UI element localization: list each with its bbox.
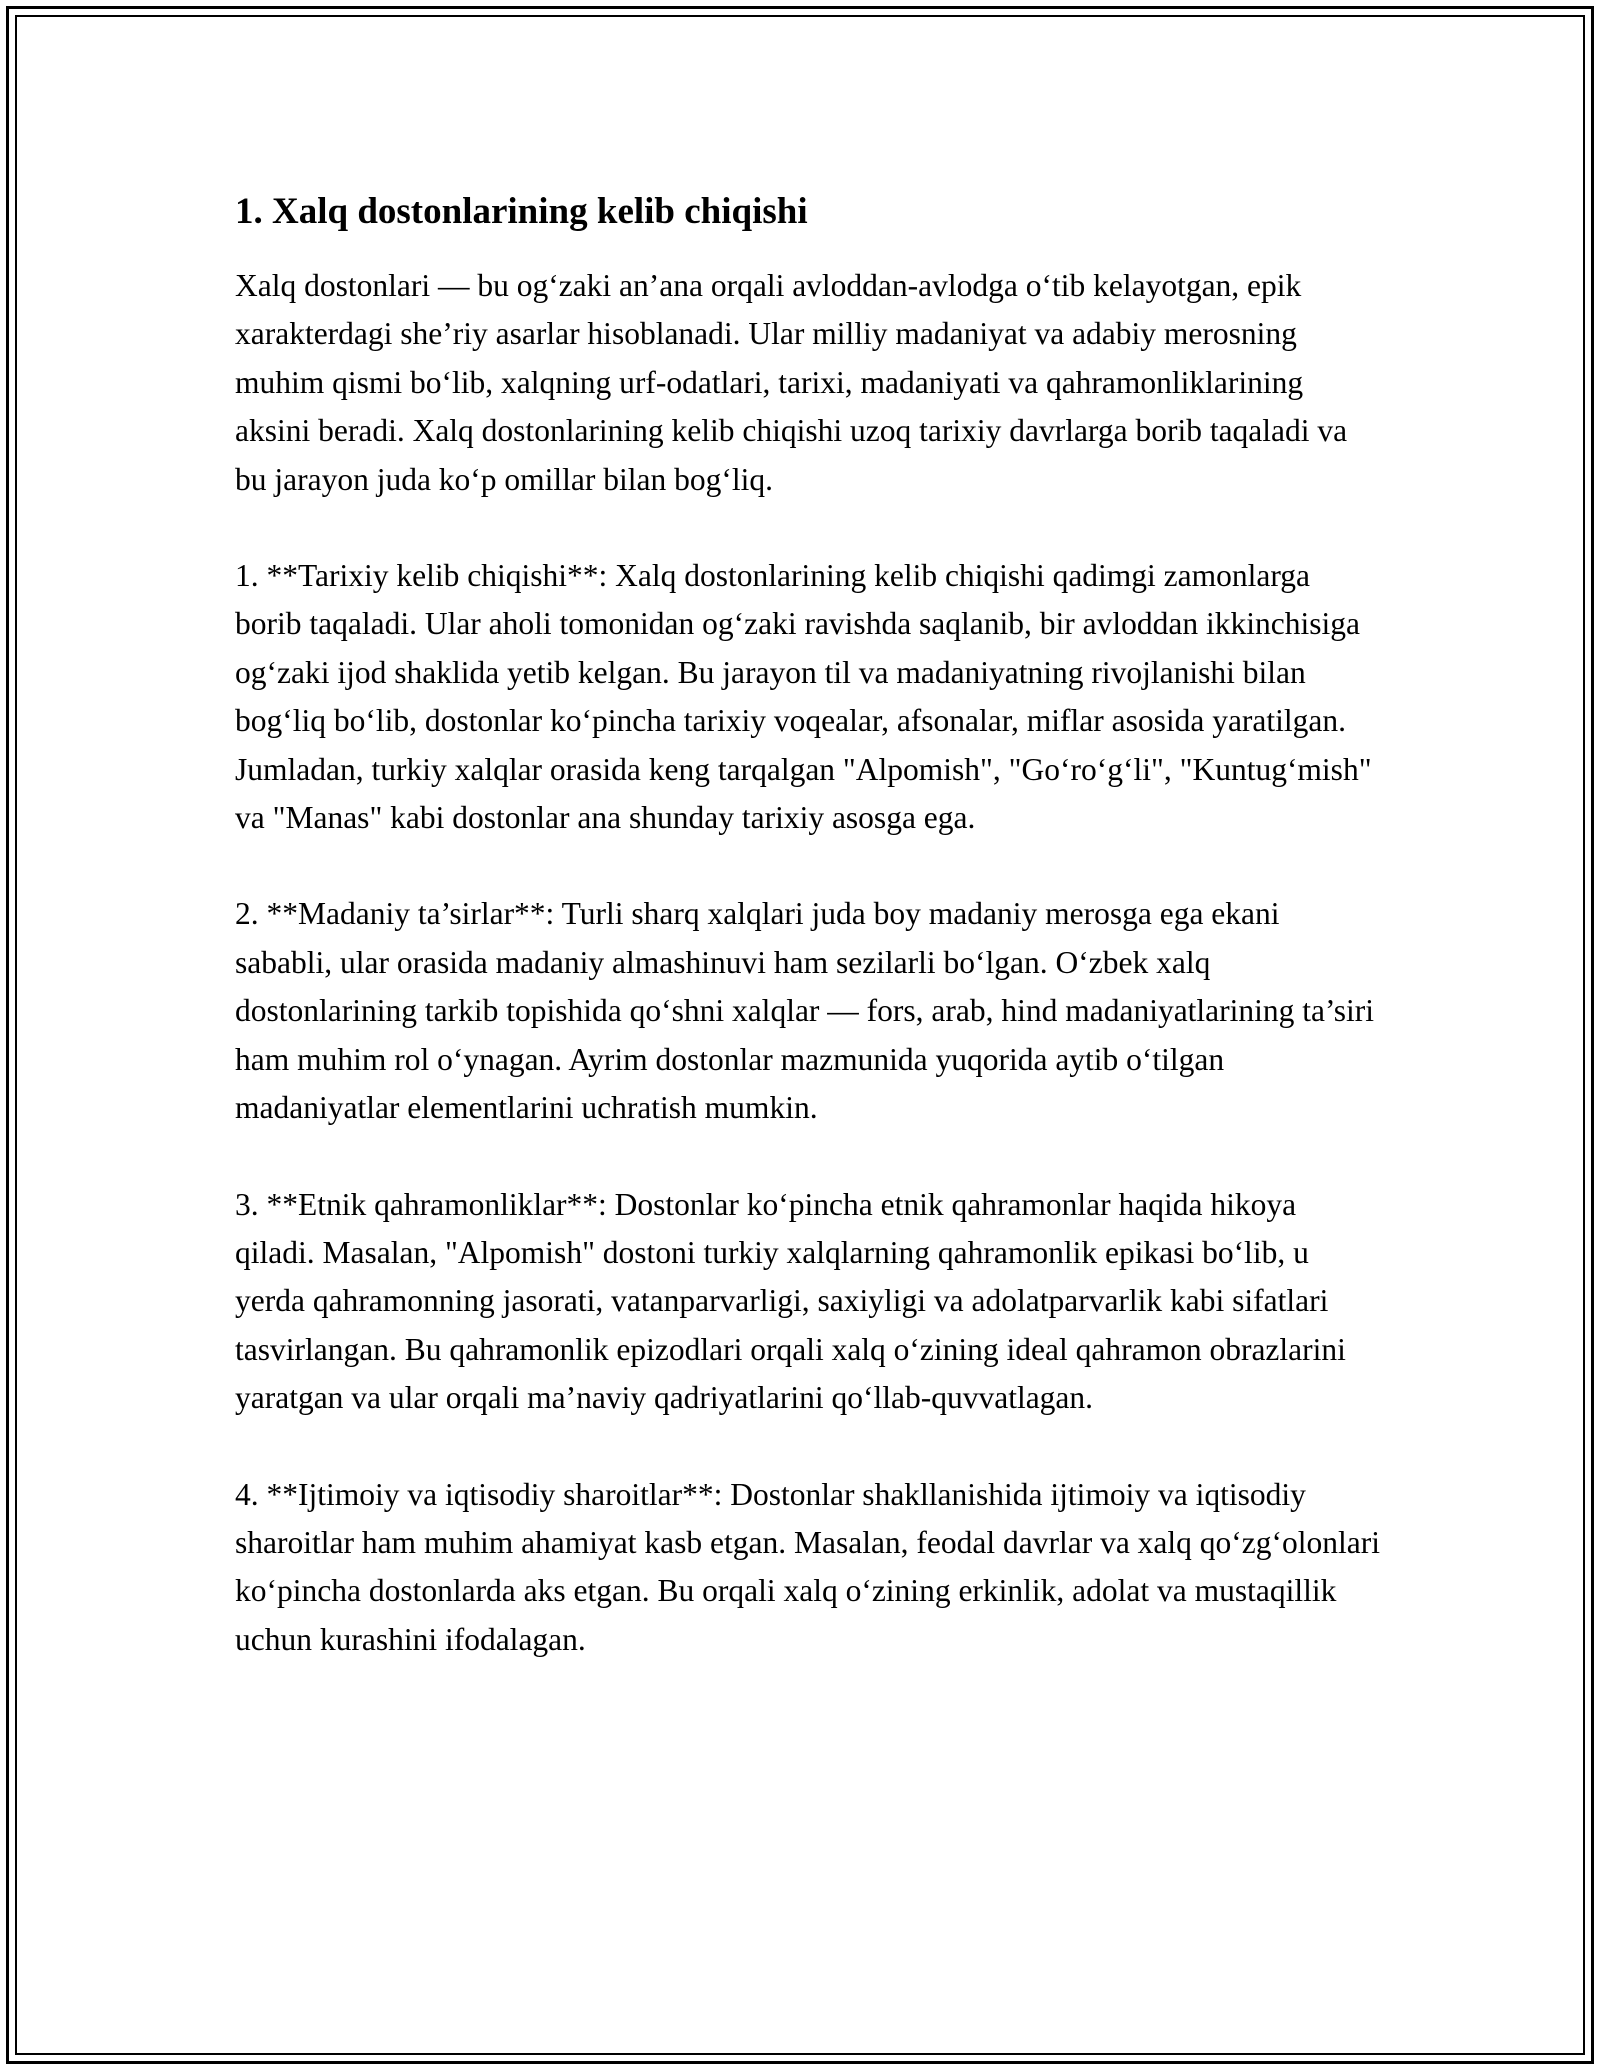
document-body: [235, 188, 1380, 1712]
paragraph-social-economic: 4. **Ijtimoiy va iqtisodiy sharoitlar**: Dostonlar shakllanishida ijtimoiy va iqtisodiy sharoitlar ham muhim ahamiyat kasb etgan. Masalan, feodal davrlar va xalq qo‘zg‘olonlari ko‘pincha dostonlarda aks etgan. Bu orqali xalq o‘zining erkinlik, adolat va mustaqillik uchun kurashini ifodalagan.: [235, 1476, 1380, 1657]
paragraph-historical-origin: 1. **Tarixiy kelib chiqishi**: Xalq dostonlarining kelib chiqishi qadimgi zamonlarga borib taqaladi. Ular aholi tomonidan og‘zaki ravishda saqlanib, bir avloddan ikkinchisiga og‘zaki ijod shaklida yetib kelgan. Bu jarayon til va madaniyatning rivojlanishi bilan bog‘liq bo‘lib, dostonlar ko‘pincha tarixiy voqealar, afsonalar, miflar asosida yaratilgan. Jumladan, turkiy xalqlar orasida keng tarqalgan "Alpomish", "Go‘ro‘g‘li", "Kuntug‘mish" va "Manas" kabi dostonlar ana shunday tarixiy asosga ega.: [235, 558, 1372, 836]
section-heading: 1. Xalq dostonlarining kelib chiqishi: [235, 191, 808, 232]
intro-paragraph: Xalq dostonlari — bu og‘zaki an’ana orqali avloddan-avlodga o‘tib kelayotgan, epik xarakterdagi she’riy asarlar hisoblanadi. Ular milliy madaniyat va adabiy merosning muhim qismi bo‘lib, xalqning urf-odatlari, tarixi, madaniyati va qahramonliklarining aksini beradi. Xalq dostonlarining kelib chiqishi uzoq tarixiy davrlarga borib taqaladi va bu jarayon juda ko‘p omillar bilan bog‘liq.: [235, 268, 1348, 497]
paragraph-ethnic-heroism: 3. **Etnik qahramonliklar**: Dostonlar ko‘pincha etnik qahramonlar haqida hikoya qiladi. Masalan, "Alpomish" dostoni turkiy xalqlarning qahramonlik epikasi bo‘lib, u yerda qahramonning jasorati, vatanparvarligi, saxiyligi va adolatparvarlik kabi sifatlari tasvirlangan. Bu qahramonlik epizodlari orqali xalq o‘zining ideal qahramon obrazlarini yaratgan va ular orqali ma’naviy qadriyatlarini qo‘llab-quvvatlagan.: [235, 1186, 1346, 1416]
paragraph-cultural-influences: 2. **Madaniy ta’sirlar**: Turli sharq xalqlari juda boy madaniy merosga ega ekani sababli, ular orasida madaniy almashinuvi ham sezilarli bo‘lgan. O‘zbek xalq dostonlarining tarkib topishida qo‘shni xalqlar — fors, arab, hind madaniyatlarining ta’siri ham muhim rol o‘ynagan. Ayrim dostonlar mazmunida yuqorida aytib o‘tilgan madaniyatlar elementlarini uchratish mumkin.: [235, 896, 1375, 1126]
